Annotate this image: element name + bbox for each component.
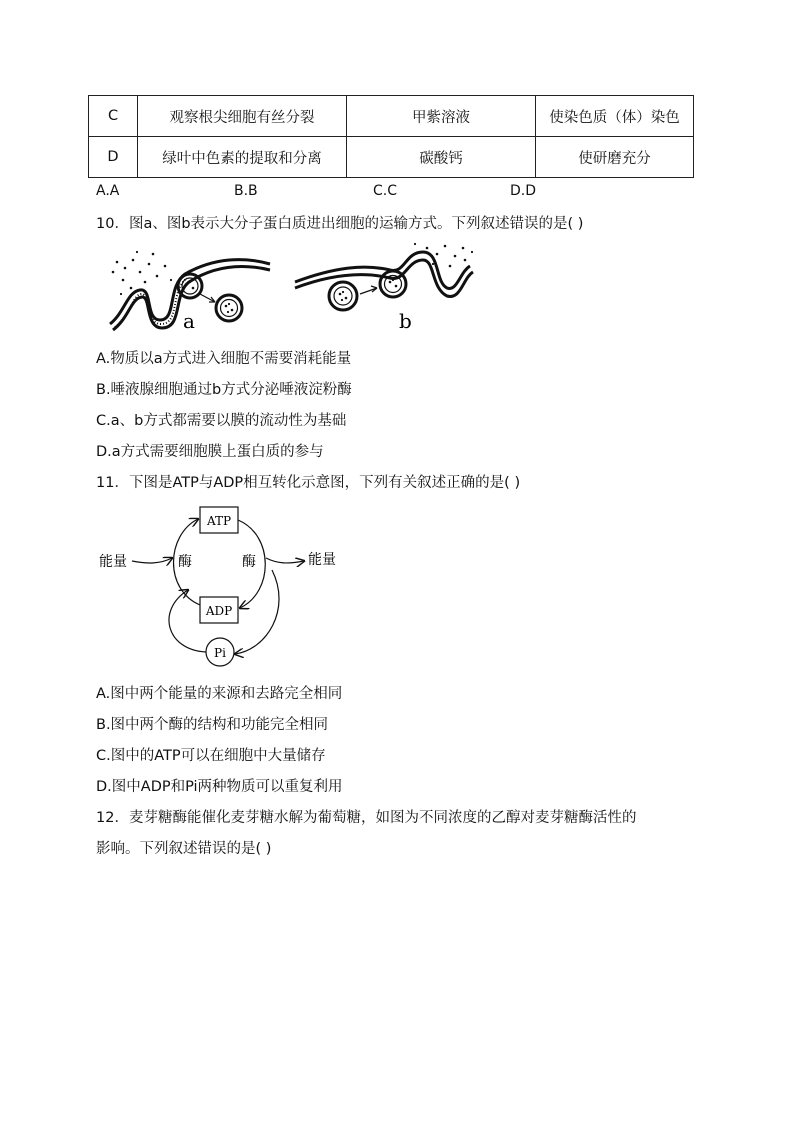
- enzyme-right-label: 酶: [242, 554, 256, 570]
- q10-option-c[interactable]: C.a、b方式都需要以膜的流动性为基础: [96, 413, 347, 429]
- purpose-cell: 使染色质（体）染色: [536, 96, 694, 137]
- q11-option-d[interactable]: D.图中ADP和Pi两种物质可以重复利用: [96, 779, 343, 795]
- table-row: [89, 96, 694, 137]
- reagent-cell: 碳酸钙: [347, 137, 536, 178]
- q10-option-d[interactable]: D.a方式需要细胞膜上蛋白质的参与: [96, 444, 324, 460]
- table-row: [89, 137, 694, 178]
- experiment-cell: 观察根尖细胞有丝分裂: [138, 96, 347, 137]
- label-b: b: [399, 309, 412, 333]
- q12-stem-line2: 影响。下列叙述错误的是( ): [96, 841, 272, 857]
- figure-b: [295, 243, 473, 310]
- atp-label: ATP: [206, 514, 232, 528]
- q10-stem: 10．图a、图b表示大分子蛋白质进出细胞的运输方式。下列叙述错误的是( ): [96, 216, 584, 232]
- energy-in-label: 能量: [99, 554, 127, 570]
- choice-d[interactable]: D.D: [510, 183, 537, 199]
- row-label: D: [89, 137, 138, 178]
- label-a: a: [183, 309, 195, 333]
- choice-c[interactable]: C.C: [373, 183, 398, 199]
- choice-a[interactable]: A.A: [96, 183, 120, 199]
- atp-adp-cycle-diagram: [96, 500, 356, 672]
- q11-option-b[interactable]: B.图中两个酶的结构和功能完全相同: [96, 717, 329, 733]
- choice-b[interactable]: B.B: [234, 183, 258, 199]
- endocytosis-exocytosis-diagram: [105, 242, 480, 334]
- q11-stem: 11．下图是ATP与ADP相互转化示意图，下列有关叙述正确的是( ): [96, 475, 521, 491]
- q11-option-c[interactable]: C.图中的ATP可以在细胞中大量储存: [96, 748, 326, 764]
- purpose-cell: 使研磨充分: [536, 137, 694, 178]
- experiment-cell: 绿叶中色素的提取和分离: [138, 137, 347, 178]
- reagent-cell: 甲紫溶液: [347, 96, 536, 137]
- energy-out-label: 能量: [308, 552, 336, 568]
- q11-option-a[interactable]: A.图中两个能量的来源和去路完全相同: [96, 686, 343, 702]
- enzyme-left-label: 酶: [178, 554, 192, 570]
- q10-option-b[interactable]: B.唾液腺细胞通过b方式分泌唾液淀粉酶: [96, 382, 352, 398]
- q10-option-a[interactable]: A.物质以a方式进入细胞不需要消耗能量: [96, 351, 352, 367]
- row-label: C: [89, 96, 138, 137]
- pi-label: Pi: [214, 646, 226, 660]
- reagent-table: [88, 95, 694, 178]
- adp-label: ADP: [205, 604, 233, 618]
- q12-stem-line1: 12．麦芽糖酶能催化麦芽糖水解为葡萄糖，如图为不同浓度的乙醇对麦芽糖酶活性的: [96, 810, 637, 826]
